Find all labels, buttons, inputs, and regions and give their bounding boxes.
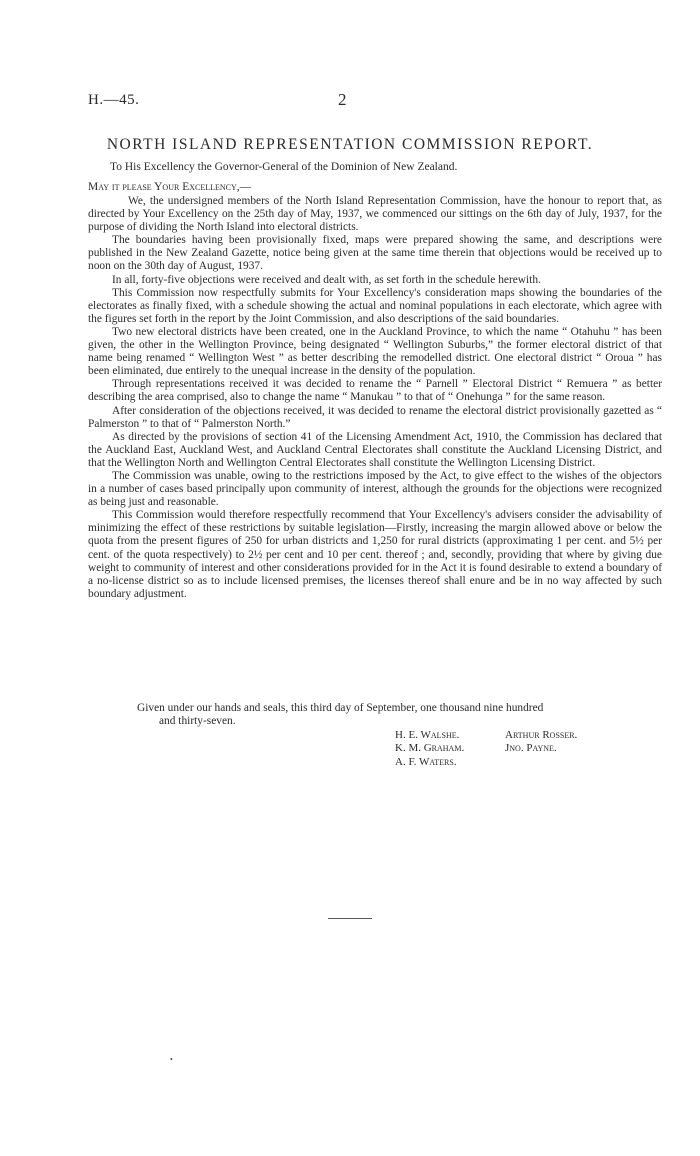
addressee-line: To His Excellency the Governor-General of the Dominion of New Zealand. <box>110 161 458 173</box>
signatory-name: Jno. Payne. <box>505 742 557 755</box>
closing-line: Given under our hands and seals, this third day of September, one thousand nine hundred <box>137 702 544 714</box>
end-rule <box>328 918 372 919</box>
signature-row <box>395 742 577 755</box>
paragraph: This Commission now respectfully submits for Your Excellency's consideration maps showing the boundaries of the electorates as finally fixed, with a schedule showing the actual and nominal populations in each electorate, which agree with the figures set forth in the report by the Joint Commission, and also descriptions of the said boundaries. <box>88 286 662 325</box>
paragraph: This Commission would therefore respectfully recommend that Your Excellency's advisers consider the advisability of minimizing the effect of these restrictions by suitable legislation—Firstly, increasing the margin allowed above or below the quota from the present figures of 250 for urban districts and 1,250 for rural districts (approximating 1 per cent. and 5½ per cent. of the quota respectively) to 2½ per cent and 10 per cent. thereof ; and, secondly, providing that where by giving due weight to community of interest and other considerations provided for in the Act it is found desirable to extend a boundary of a no-license district so as to include licensed premises, the licenses thereof shall enure and be in no way affected by such boundary adjustment. <box>88 509 662 600</box>
salutation: May it please Your Excellency,— <box>88 181 252 193</box>
paragraph: We, the undersigned members of the North Island Representation Commission, have the honour to report that, as directed by Your Excellency on the 25th day of May, 1937, we commenced our sittings on the 6th day of July, 1937, for the purpose of dividing the North Island into electoral districts. <box>88 195 662 234</box>
signature-row <box>395 756 577 769</box>
paragraph: As directed by the provisions of section 41 of the Licensing Amendment Act, 1910, the Commission has declared that the Auckland East, Auckland West, and Auckland Central Electorates shall constitute the Auckland Licensing District, and that the Wellington North and Wellington Central Electorates shall constitute the Wellington Licensing District. <box>88 430 662 469</box>
document-reference: H.—45. <box>88 92 140 108</box>
paragraph: In all, forty-five objections were received and dealt with, as set forth in the schedule herewith. <box>112 273 541 286</box>
paragraph: Through representations received it was decided to rename the “ Parnell ” Electoral District “ Remuera ” as better describing the area comprised, also to change the name “ Manukau ” to that of “ Onehunga ” for the same reason. <box>88 378 662 404</box>
closing-statement <box>137 702 667 728</box>
stray-mark: • <box>170 1055 173 1064</box>
closing-line: and thirty-seven. <box>159 715 236 728</box>
signatory-name: Arthur Rosser. <box>505 729 578 741</box>
paragraph: The Commission was unable, owing to the restrictions imposed by the Act, to give effect to the wishes of the objectors in a number of cases based principally upon community of interest, although the grounds for the objections were recognized as being just and reasonable. <box>88 469 662 509</box>
report-title: NORTH ISLAND REPRESENTATION COMMISSION REPORT. <box>106 136 594 153</box>
signatory-name: H. E. Walshe. <box>395 729 460 741</box>
paragraph: The boundaries having been provisionally fixed, maps were prepared showing the same, and descriptions were published in the New Zealand Gazette, notice being given at the same time therein that objections would be received up to noon on the 30th day of August, 1937. <box>88 234 662 273</box>
page-number: 2 <box>338 90 347 109</box>
signature-row <box>395 729 577 742</box>
signatory-name: K. M. Graham. <box>395 742 465 755</box>
paragraph: After consideration of the objections received, it was decided to rename the electoral district provisionally gazetted as “ Palmerston ” to that of “ Palmerston North.” <box>88 404 662 430</box>
paragraph: Two new electoral districts have been created, one in the Auckland Province, to which the name “ Otahuhu ” has been given, the other in the Wellington Province, being designated “ Wellington Suburbs,” the former electoral district of that name being renamed “ Wellington West ” as better describing the remodelled district. One electoral district “ Oroua ” has been eliminated, due entirely to the unequal increase in the density of the population. <box>88 325 662 378</box>
report-body <box>88 195 662 601</box>
signatory-name: A. F. Waters. <box>395 755 457 768</box>
signatories <box>395 729 577 769</box>
